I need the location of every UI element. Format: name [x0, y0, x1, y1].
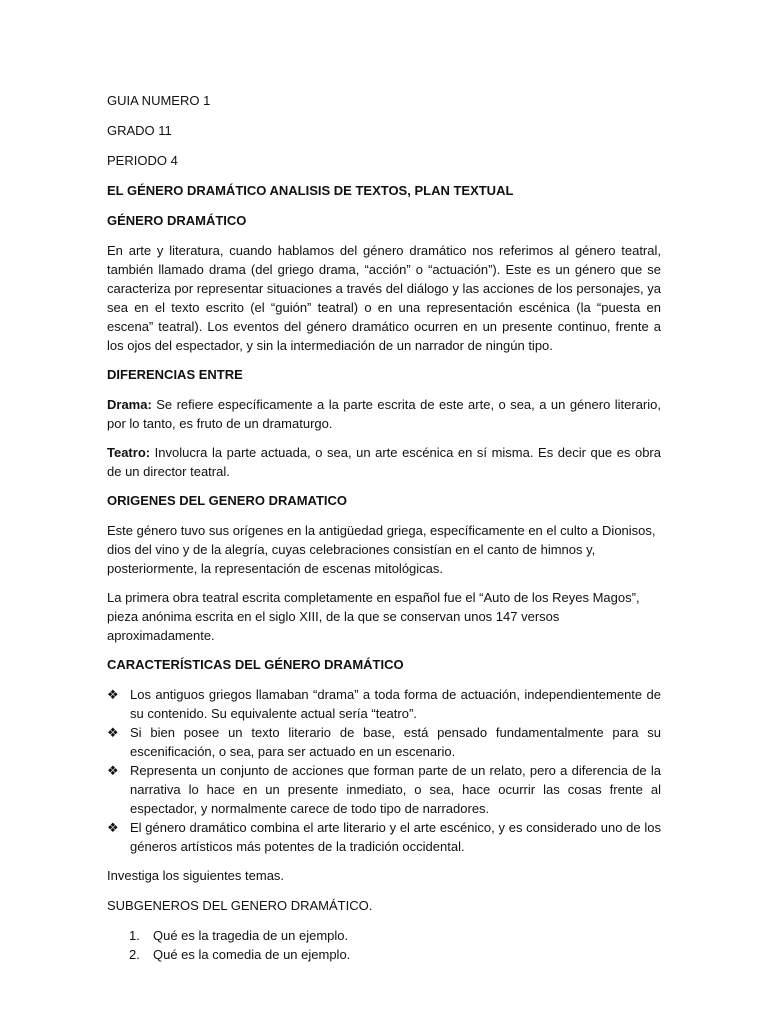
- genero-paragraph: En arte y literatura, cuando hablamos del género dramático nos referimos al género teatral, también llamado drama (del griego drama, “acción” o “actuación”). Este es un género que se caracteriza por representar situaciones a través del diálogo y las acciones de los personajes, ya sea en el texto escrito (el “guión” teatral) o en una representación escénica (la “puesta en escena” teatral). Los eventos del género dramático ocurren en un presente continuo, frente a los ojos del espectador, y sin la intermediación de un narrador de ningún tipo.: [107, 243, 661, 353]
- diamond-bullet-icon: ❖: [107, 725, 119, 740]
- teatro-text: Involucra la parte actuada, o sea, un arte escénica en sí misma. Es decir que es obra de un director teatral.: [107, 445, 661, 479]
- list-item: [107, 945, 661, 964]
- drama-text: Se refiere específicamente a la parte escrita de este arte, o sea, a un género literario, por lo tanto, es fruto de un dramaturgo.: [107, 397, 661, 431]
- list-item-text: Qué es la comedia de un ejemplo.: [153, 947, 351, 962]
- diamond-bullet-icon: ❖: [107, 687, 119, 702]
- section-heading-origenes: ORIGENES DEL GENERO DRAMATICO: [107, 493, 348, 508]
- diamond-bullet-icon: ❖: [107, 763, 119, 778]
- grade-label: GRADO 11: [107, 123, 172, 138]
- diamond-bullet-icon: ❖: [107, 820, 119, 835]
- subgeneros-list: [107, 926, 661, 964]
- origenes-paragraph-2: La primera obra teatral escrita completamente en español fue el “Auto de los Reyes Magos”, pieza anónima escrita en el siglo XIII, de la que se conservan unos 147 versos aproximadamente.: [107, 590, 640, 643]
- section-heading-genero: GÉNERO DRAMÁTICO: [107, 213, 247, 228]
- period-label: PERIODO 4: [107, 153, 178, 168]
- list-item: [107, 926, 661, 945]
- drama-definition: [107, 395, 661, 433]
- subgeneros-heading: SUBGENEROS DEL GENERO DRAMÁTICO.: [107, 898, 373, 913]
- guide-number: GUIA NUMERO 1: [107, 93, 211, 108]
- list-number: 2.: [129, 947, 140, 962]
- teatro-label: Teatro:: [107, 445, 151, 460]
- investiga-intro: Investiga los siguientes temas.: [107, 868, 285, 883]
- list-item-text: Qué es la tragedia de un ejemplo.: [153, 928, 349, 943]
- list-item: ❖ El género dramático combina el arte literario y el arte escénico, y es considerado uno de los géneros artísticos más potentes de la tradición occidental.: [107, 820, 661, 854]
- list-item: ❖ Los antiguos griegos llamaban “drama” a toda forma de actuación, independientemente de su contenido. Su equivalente actual sería “teatro”.: [107, 687, 661, 721]
- drama-label: Drama:: [107, 397, 152, 412]
- list-item: ❖ Representa un conjunto de acciones que forman parte de un relato, pero a diferencia de la narrativa lo hace en un presente inmediato, o sea, hace ocurrir las cosas frente al espectador, y normalmente carece de todo tipo de narradores.: [107, 763, 661, 816]
- section-heading-diferencias: DIFERENCIAS ENTRE: [107, 367, 243, 382]
- section-heading-caracteristicas: CARACTERÍSTICAS DEL GÉNERO DRAMÁTICO: [107, 657, 404, 672]
- main-title: EL GÉNERO DRAMÁTICO ANALISIS DE TEXTOS, PLAN TEXTUAL: [107, 183, 514, 198]
- list-item: ❖ Si bien posee un texto literario de base, está pensado fundamentalmente para su escenificación, o sea, para ser actuado en un escenario.: [107, 725, 661, 759]
- caracteristicas-list: [107, 685, 661, 856]
- origenes-paragraph-1: Este género tuvo sus orígenes en la antigüedad griega, específicamente en el culto a Dionisos, dios del vino y de la alegría, cuyas celebraciones consistían en el canto de himnos y, posteriormente, la representación de escenas mitológicas.: [107, 523, 656, 576]
- teatro-definition: [107, 443, 661, 481]
- list-number: 1.: [129, 928, 140, 943]
